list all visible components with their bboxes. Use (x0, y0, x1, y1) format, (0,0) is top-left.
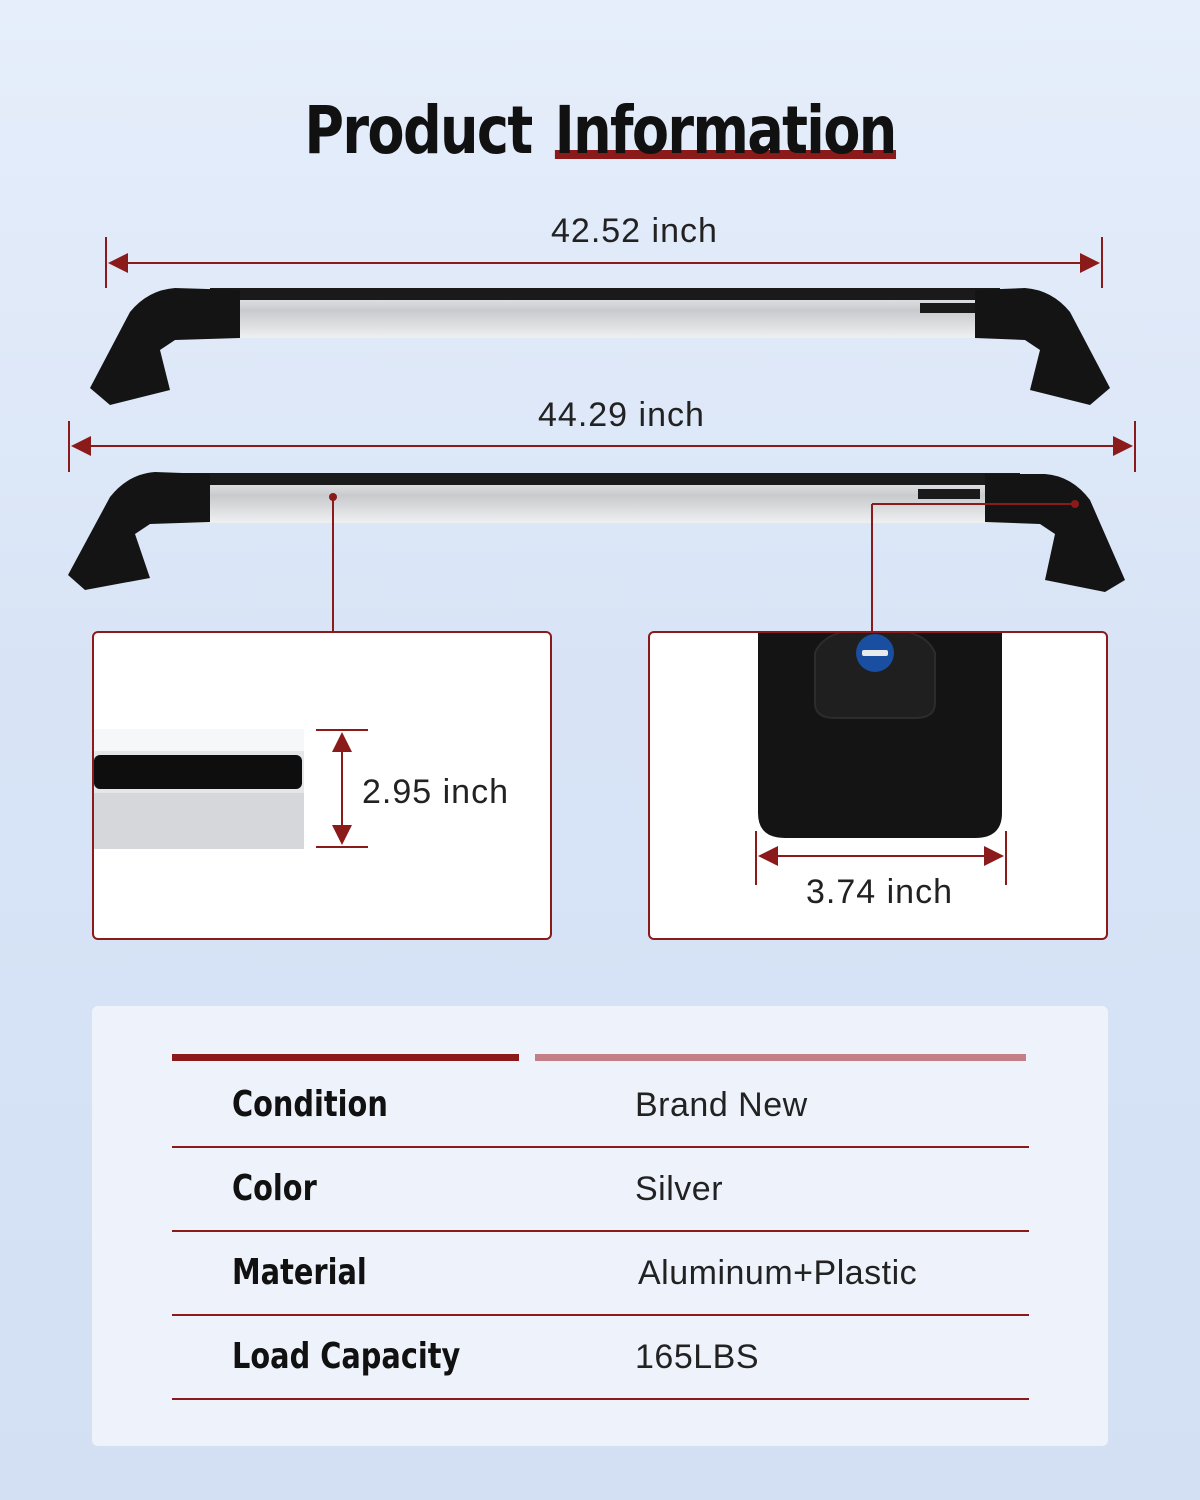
spec-row-condition (172, 1062, 1029, 1148)
table-header-accent-light (535, 1054, 1026, 1061)
spec-value: 165LBS (635, 1338, 759, 1376)
title-word-product: Product (304, 92, 532, 169)
spec-label: Color (232, 1168, 317, 1209)
top-crossbar (90, 288, 1110, 405)
spec-value: Brand New (635, 1086, 808, 1124)
top-length-label: 42.52 inch (551, 212, 718, 250)
table-header-accent-dark (172, 1054, 519, 1061)
bar-height-label: 2.95 inch (362, 773, 509, 811)
spec-label: Condition (232, 1084, 388, 1125)
spec-row-load-capacity (172, 1314, 1029, 1400)
bar-height-detail (92, 631, 552, 940)
spec-value: Aluminum+Plastic (638, 1254, 918, 1292)
foot-width-detail (648, 631, 1108, 940)
spec-row-material (172, 1230, 1029, 1316)
foot-width-label: 3.74 inch (806, 873, 953, 911)
spec-value: Silver (635, 1170, 724, 1208)
spec-label: Material (232, 1252, 367, 1293)
bottom-crossbar (68, 472, 1125, 592)
title-word-information: Information (554, 92, 896, 169)
spec-table (92, 1006, 1108, 1446)
spec-row-color (172, 1146, 1029, 1232)
bottom-length-label: 44.29 inch (538, 396, 705, 434)
spec-label: Load Capacity (232, 1336, 461, 1377)
